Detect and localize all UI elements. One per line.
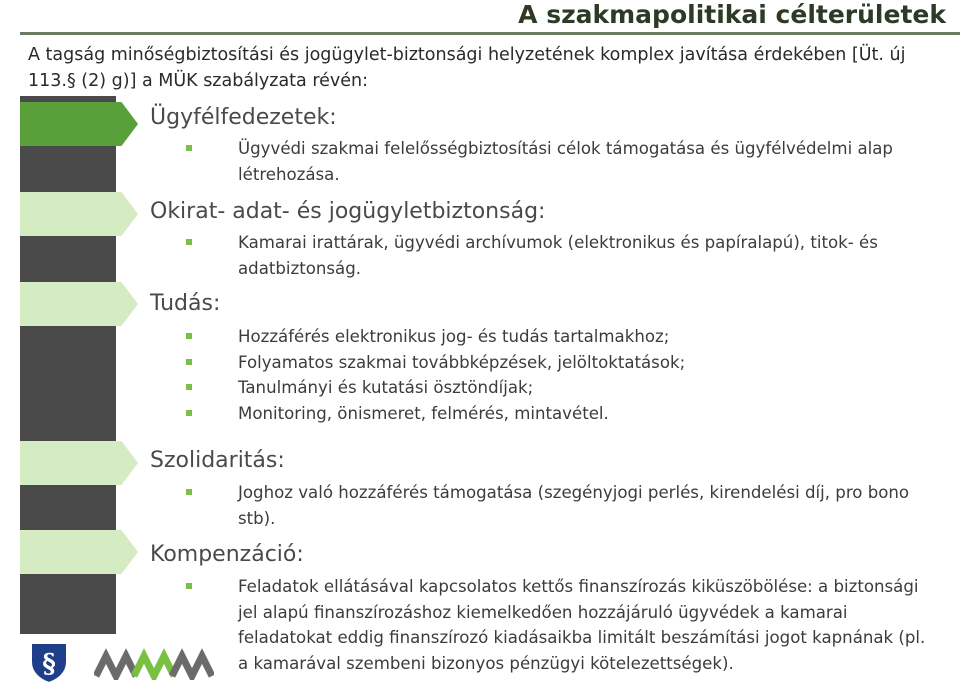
bullet-square-icon (186, 333, 192, 339)
bullet-square-icon (186, 410, 192, 416)
section-chevron-ugyfelfedezetek (20, 102, 138, 146)
list-item: Feladatok ellátásával kapcsolatos kettős finanszírozás kiküszöbölése: a biztonsági jel alapú finanszírozáshoz kiemelkedően hozzájáruló ügyvédek a kamarai feladatokat eddig finanszírozó kiadásaikba limitált beszámítási jogot kapnának (pl. a kamarával szembeni bizonyos pénzügyi kötelezettségek). (186, 574, 926, 676)
bullet-square-icon (186, 583, 192, 589)
page-title: A szakmapolitikai célterületek (518, 0, 946, 29)
title-underline (20, 32, 960, 35)
section-list-kompenzacio (186, 574, 926, 676)
bullet-square-icon (186, 384, 192, 390)
section-list-tudas (186, 324, 926, 426)
section-chevron-tudas (20, 282, 138, 326)
section-heading-tudas: Tudás: (150, 291, 221, 316)
section-list-ugyfelfedezetek (186, 136, 926, 187)
bullet-square-icon (186, 359, 192, 365)
paragraph-shield-logo (28, 640, 70, 684)
section-heading-okirat: Okirat- adat- és jogügyletbiztonság: (150, 199, 546, 224)
section-heading-ugyfelfedezetek: Ügyfélfedezetek: (150, 105, 337, 130)
list-item: Tanulmányi és kutatási ösztöndíjak; (186, 375, 926, 401)
svg-text:§: § (42, 649, 56, 679)
mm-logo (94, 648, 214, 680)
intro-text: A tagság minőségbiztosítási és jogügylet-biztonsági helyzetének komplex javítása érdekében [Üt. új 113.§ (2) g)] a MÜK szabályzata révén: (28, 45, 906, 91)
list-item: Folyamatos szakmai továbbképzések, jelöltoktatások; (186, 350, 926, 376)
section-list-szolidaritas (186, 480, 926, 531)
section-heading-szolidaritas: Szolidaritás: (150, 448, 285, 473)
list-item: Ügyvédi szakmai felelősségbiztosítási célok támogatása és ügyfélvédelmi alap létrehozása. (186, 136, 926, 187)
section-heading-kompenzacio: Kompenzáció: (150, 542, 304, 567)
list-item: Kamarai irattárak, ügyvédi archívumok (elektronikus és papíralapú), titok- és adatbiztonság. (186, 230, 926, 281)
list-item: Joghoz való hozzáférés támogatása (szegényjogi perlés, kirendelési díj, pro bono stb). (186, 480, 926, 531)
list-item: Hozzáférés elektronikus jog- és tudás tartalmakhoz; (186, 324, 926, 350)
list-item: Monitoring, önismeret, felmérés, mintavétel. (186, 401, 926, 427)
section-chevron-szolidaritas (20, 441, 138, 485)
section-chevron-kompenzacio (20, 530, 138, 574)
section-chevron-okirat (20, 192, 138, 236)
bullet-square-icon (186, 489, 192, 495)
section-list-okirat (186, 230, 926, 281)
bullet-square-icon (186, 145, 192, 151)
bullet-square-icon (186, 239, 192, 245)
